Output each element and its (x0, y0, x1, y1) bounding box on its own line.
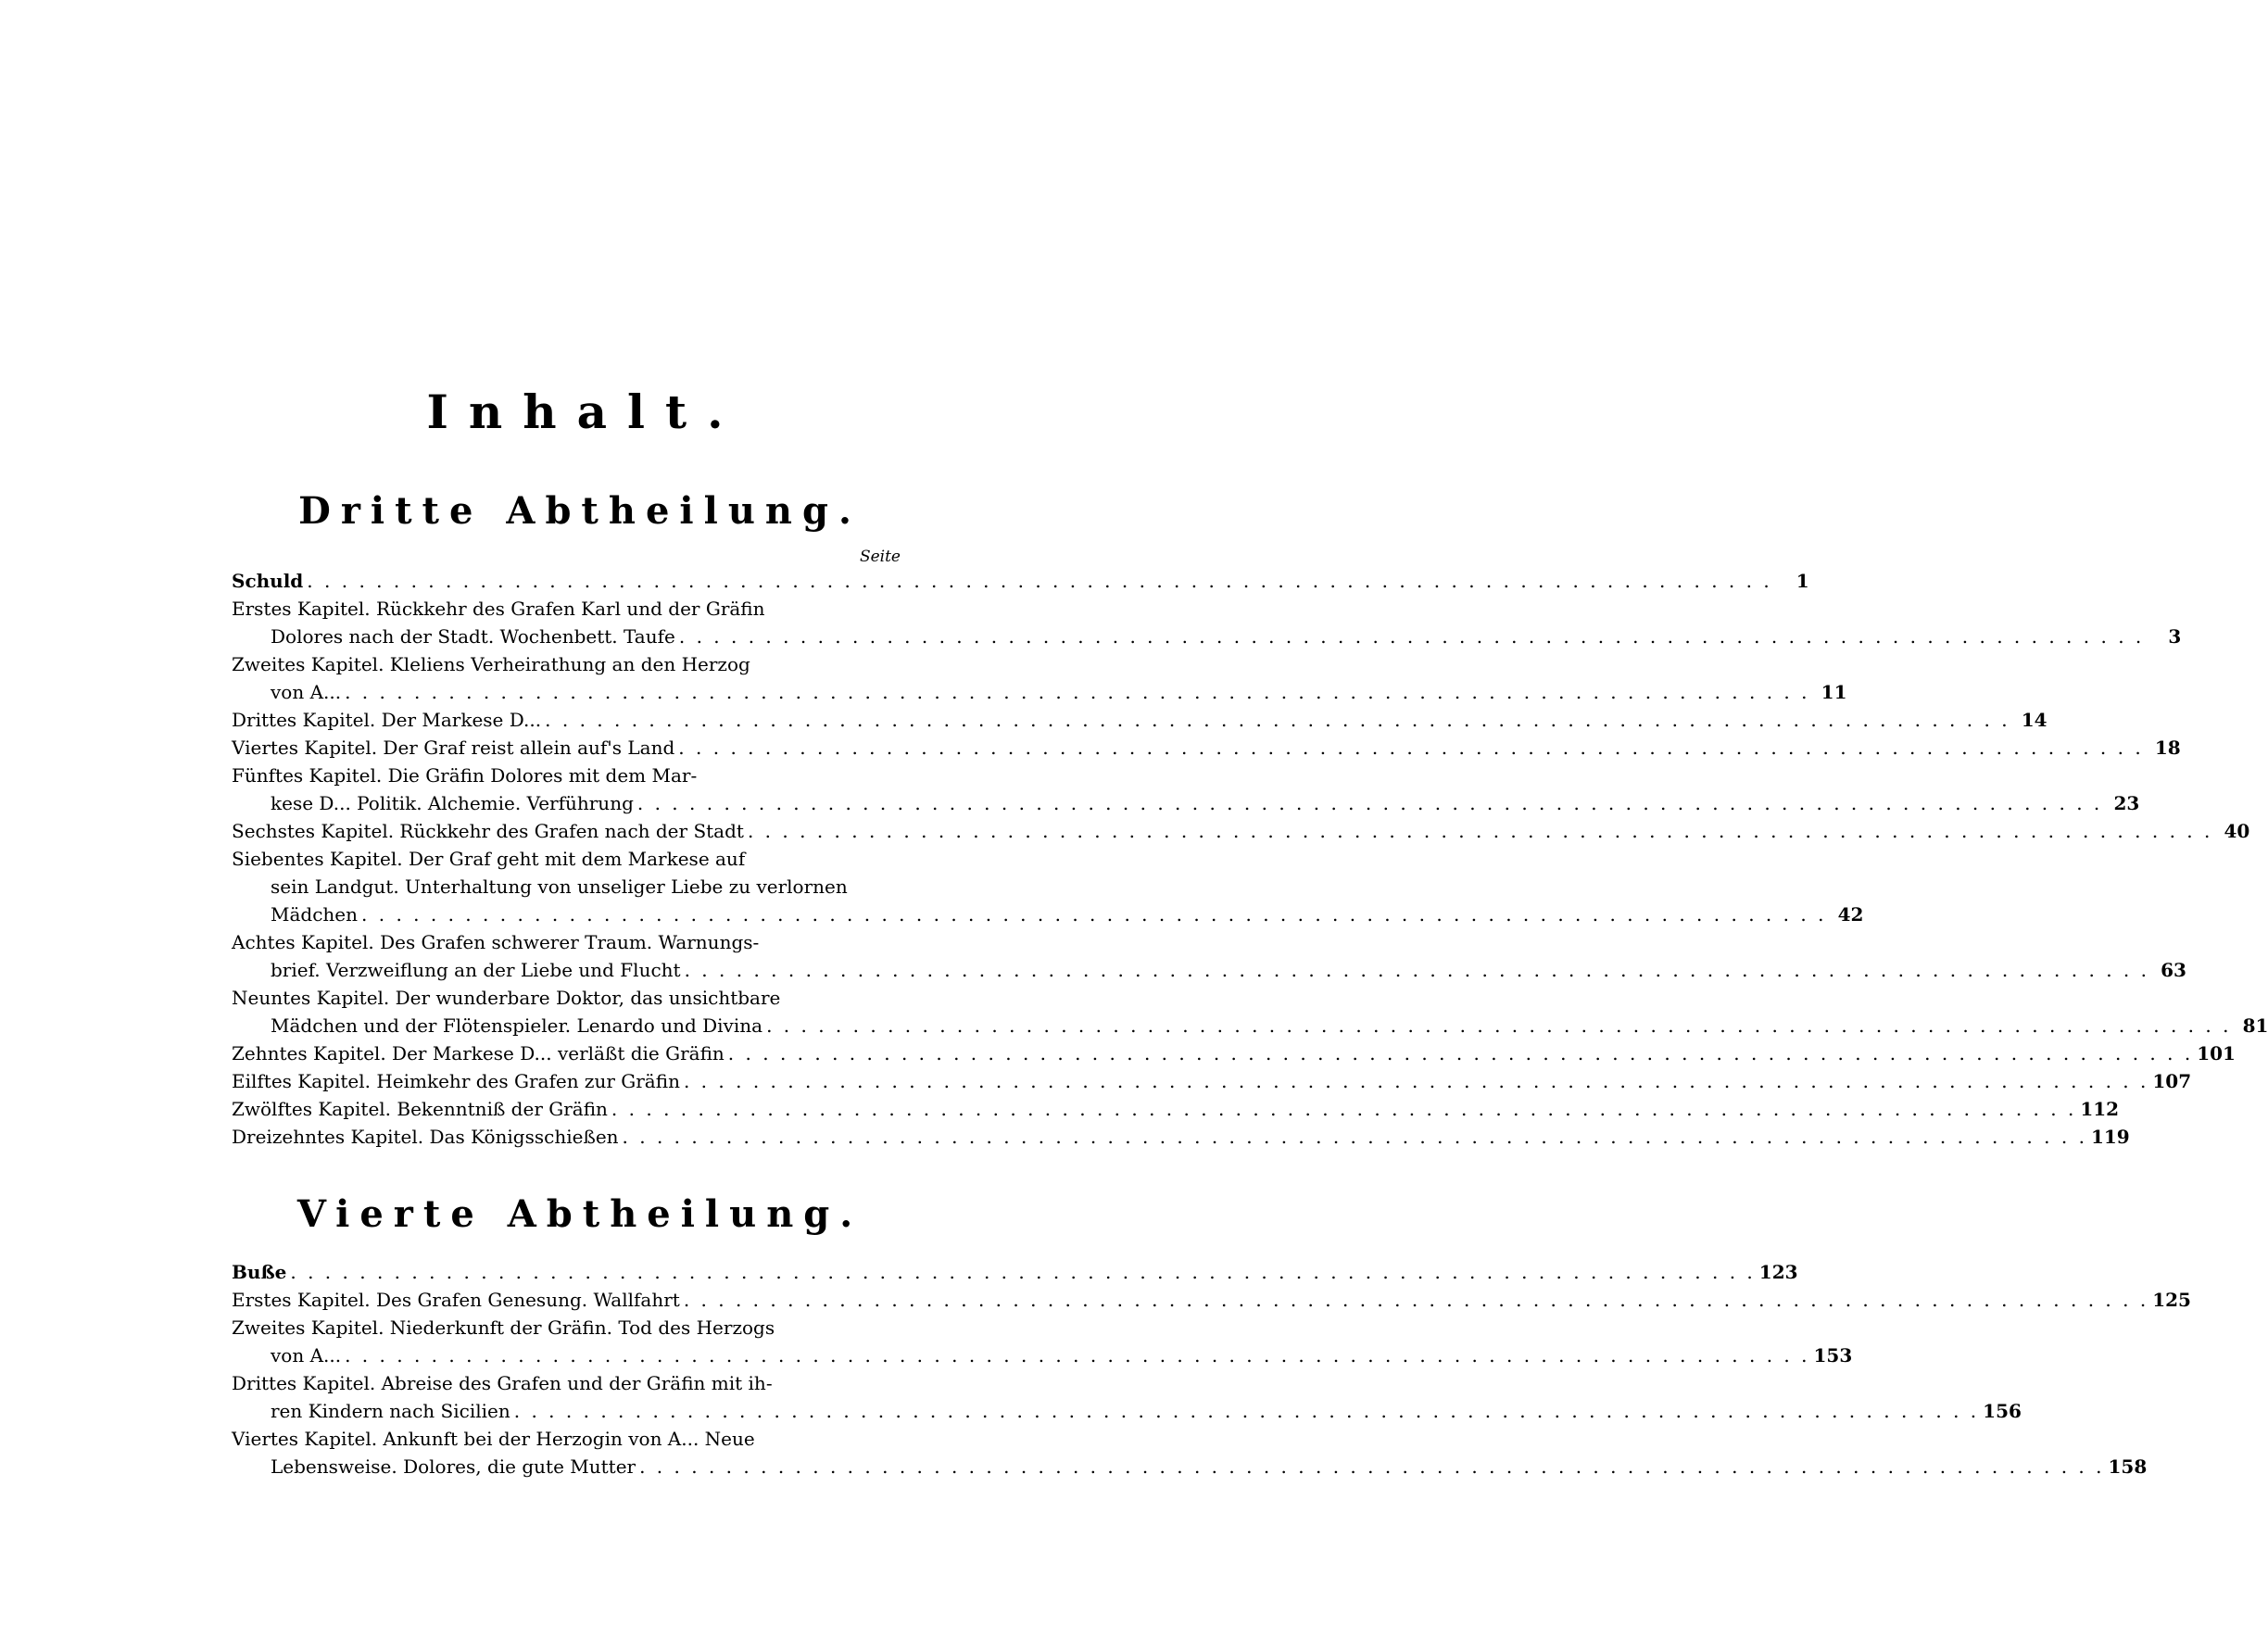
page-number: 23 (2113, 792, 2140, 814)
page-number: 107 (2152, 1070, 2192, 1092)
toc-entry-text: sein Landgut. Unterhaltung von unseliger Liebe zu verlornen (271, 875, 848, 898)
toc-entry-text: Zweites Kapitel. Niederkunft der Gräfin. Tod des Herzogs (232, 1316, 775, 1339)
page-number: 156 (1983, 1400, 2022, 1422)
toc-entry-line (232, 1123, 2130, 1151)
toc-entry-text: brief. Verzweiflung an der Liebe und Flucht (271, 959, 681, 981)
toc-entry-text: Schuld (232, 570, 304, 592)
toc-entry-line (232, 650, 901, 678)
toc-entry-line (232, 678, 1847, 706)
toc-entry-line (232, 595, 901, 623)
toc-entry (232, 1369, 2022, 1425)
leader-dots (728, 1039, 2193, 1067)
toc-entry-text: Viertes Kapitel. Ankunft bei der Herzogin von A... Neue (232, 1428, 755, 1450)
toc-list-vierte-abtheilung (232, 1258, 2191, 1480)
leader-dots (679, 623, 2144, 650)
toc-entry-line (232, 1342, 1853, 1369)
toc-entry-line (232, 623, 2182, 650)
toc-entry-text: Mädchen (271, 903, 359, 926)
leader-dots (345, 678, 1809, 706)
page-number: 1 (1796, 570, 1809, 592)
toc-entry-text: Zwölftes Kapitel. Bekenntniß der Gräfin (232, 1098, 608, 1120)
toc-entry-line (232, 984, 901, 1012)
section-title-vierte-abtheilung: Vierte Abtheilung. (296, 1192, 863, 1236)
toc-entry-text: Eilftes Kapitel. Heimkehr des Grafen zur Gräfin (232, 1070, 680, 1092)
page-number: 14 (2021, 709, 2048, 731)
leader-dots (307, 567, 1771, 595)
toc-entry (232, 1314, 1853, 1369)
toc-entry (232, 817, 2250, 845)
leader-dots (684, 1067, 2148, 1095)
leader-dots (639, 1453, 2104, 1480)
toc-entry-line (232, 901, 1864, 928)
toc-entry-text: Drittes Kapitel. Der Markese D... (232, 709, 542, 731)
toc-entry (232, 984, 2268, 1039)
toc-entry-text: Neuntes Kapitel. Der wunderbare Doktor, das unsichtbare (232, 987, 781, 1009)
toc-entry-line (232, 1453, 2148, 1480)
toc-list-dritte-abtheilung (232, 567, 2268, 1151)
page-number: 81 (2242, 1014, 2268, 1037)
toc-entry-text: Achtes Kapitel. Des Grafen schwerer Traum. Warnungs- (232, 931, 760, 953)
toc-entry (232, 1067, 2192, 1095)
toc-entry-line (232, 762, 901, 789)
toc-entry (232, 650, 1847, 706)
leader-dots (748, 817, 2212, 845)
toc-entry-line (232, 789, 2140, 817)
toc-entry-line (232, 873, 901, 901)
page-column-label: Seite (859, 548, 901, 566)
toc-entry-text: Buße (232, 1261, 287, 1283)
page-number: 125 (2152, 1289, 2191, 1311)
toc-entry-line (232, 1425, 901, 1453)
page-number: 153 (1813, 1344, 1853, 1367)
page-number: 40 (2224, 820, 2250, 842)
leader-dots (514, 1397, 1979, 1425)
toc-entry (232, 762, 2140, 817)
leader-dots (545, 706, 2010, 734)
leader-dots (290, 1258, 1755, 1286)
toc-entry (232, 928, 2186, 984)
toc-entry-line (232, 928, 901, 956)
page-number: 11 (1821, 681, 1847, 703)
leader-dots (637, 789, 2102, 817)
toc-entry (232, 1095, 2120, 1123)
toc-entry-text: Dolores nach der Stadt. Wochenbett. Taufe (271, 625, 675, 648)
page-number: 101 (2197, 1042, 2236, 1064)
leader-dots (361, 901, 1826, 928)
page-number: 119 (2090, 1126, 2130, 1148)
section-title-dritte-abtheilung: Dritte Abtheilung. (298, 489, 862, 533)
toc-entry-line (232, 1258, 1798, 1286)
toc-entry-line (232, 1012, 2268, 1039)
toc-entry-text: Viertes Kapitel. Der Graf reist allein auf's Land (232, 737, 675, 759)
toc-entry-text: Fünftes Kapitel. Die Gräfin Dolores mit dem Mar- (232, 764, 698, 787)
toc-entry-text: Drittes Kapitel. Abreise des Grafen und der Gräfin mit ih- (232, 1372, 773, 1394)
toc-entry-line (232, 845, 901, 873)
page-number: 42 (1837, 903, 1864, 926)
page-number: 158 (2108, 1455, 2148, 1478)
toc-entry (232, 1425, 2148, 1480)
leader-dots (611, 1095, 2076, 1123)
page-title: Inhalt. (426, 384, 744, 439)
toc-entry-line (232, 734, 2181, 762)
toc-entry (232, 595, 2182, 650)
toc-entry-line (232, 817, 2250, 845)
toc-entry (232, 734, 2181, 762)
toc-entry-line (232, 1286, 2191, 1314)
page-number: 63 (2161, 959, 2186, 981)
leader-dots (345, 1342, 1809, 1369)
toc-entry-line (232, 1397, 2022, 1425)
toc-entry (232, 567, 1809, 595)
toc-entry-text: Dreizehntes Kapitel. Das Königsschießen (232, 1126, 619, 1148)
toc-entry-text: kese D... Politik. Alchemie. Verführung (271, 792, 634, 814)
toc-entry-text: Zweites Kapitel. Kleliens Verheirathung an den Herzog (232, 653, 750, 675)
toc-entry-text: von A... (271, 681, 342, 703)
page-number: 3 (2168, 625, 2182, 648)
toc-entry-line (232, 1067, 2192, 1095)
toc-entry-text: von A... (271, 1344, 342, 1367)
page-number: 123 (1758, 1261, 1798, 1283)
toc-entry (232, 1258, 1798, 1286)
toc-entry-text: Lebensweise. Dolores, die gute Mutter (271, 1455, 636, 1478)
leader-dots (685, 956, 2149, 984)
toc-entry-text: Zehntes Kapitel. Der Markese D... verläßt die Gräfin (232, 1042, 724, 1064)
toc-entry-line (232, 1314, 901, 1342)
leader-dots (766, 1012, 2231, 1039)
toc-entry (232, 1123, 2130, 1151)
leader-dots (684, 1286, 2148, 1314)
page-number: 18 (2154, 737, 2181, 759)
leader-dots (623, 1123, 2087, 1151)
toc-entry-line (232, 1039, 2236, 1067)
toc-entry-text: Erstes Kapitel. Des Grafen Genesung. Wallfahrt (232, 1289, 680, 1311)
toc-entry (232, 845, 1864, 928)
page-number: 112 (2080, 1098, 2120, 1120)
toc-entry-text: Sechstes Kapitel. Rückkehr des Grafen nach der Stadt (232, 820, 744, 842)
toc-entry-text: Siebentes Kapitel. Der Graf geht mit dem Markese auf (232, 848, 746, 870)
toc-entry-text: ren Kindern nach Sicilien (271, 1400, 510, 1422)
toc-entry-line (232, 706, 2048, 734)
toc-entry-line (232, 956, 2186, 984)
toc-entry-text: Erstes Kapitel. Rückkehr des Grafen Karl und der Gräfin (232, 598, 765, 620)
toc-entry (232, 706, 2048, 734)
toc-entry-text: Mädchen und der Flötenspieler. Lenardo und Divina (271, 1014, 763, 1037)
leader-dots (678, 734, 2143, 762)
toc-entry-line (232, 567, 1809, 595)
toc-entry (232, 1039, 2236, 1067)
toc-entry-line (232, 1095, 2120, 1123)
toc-entry-line (232, 1369, 901, 1397)
toc-entry (232, 1286, 2191, 1314)
